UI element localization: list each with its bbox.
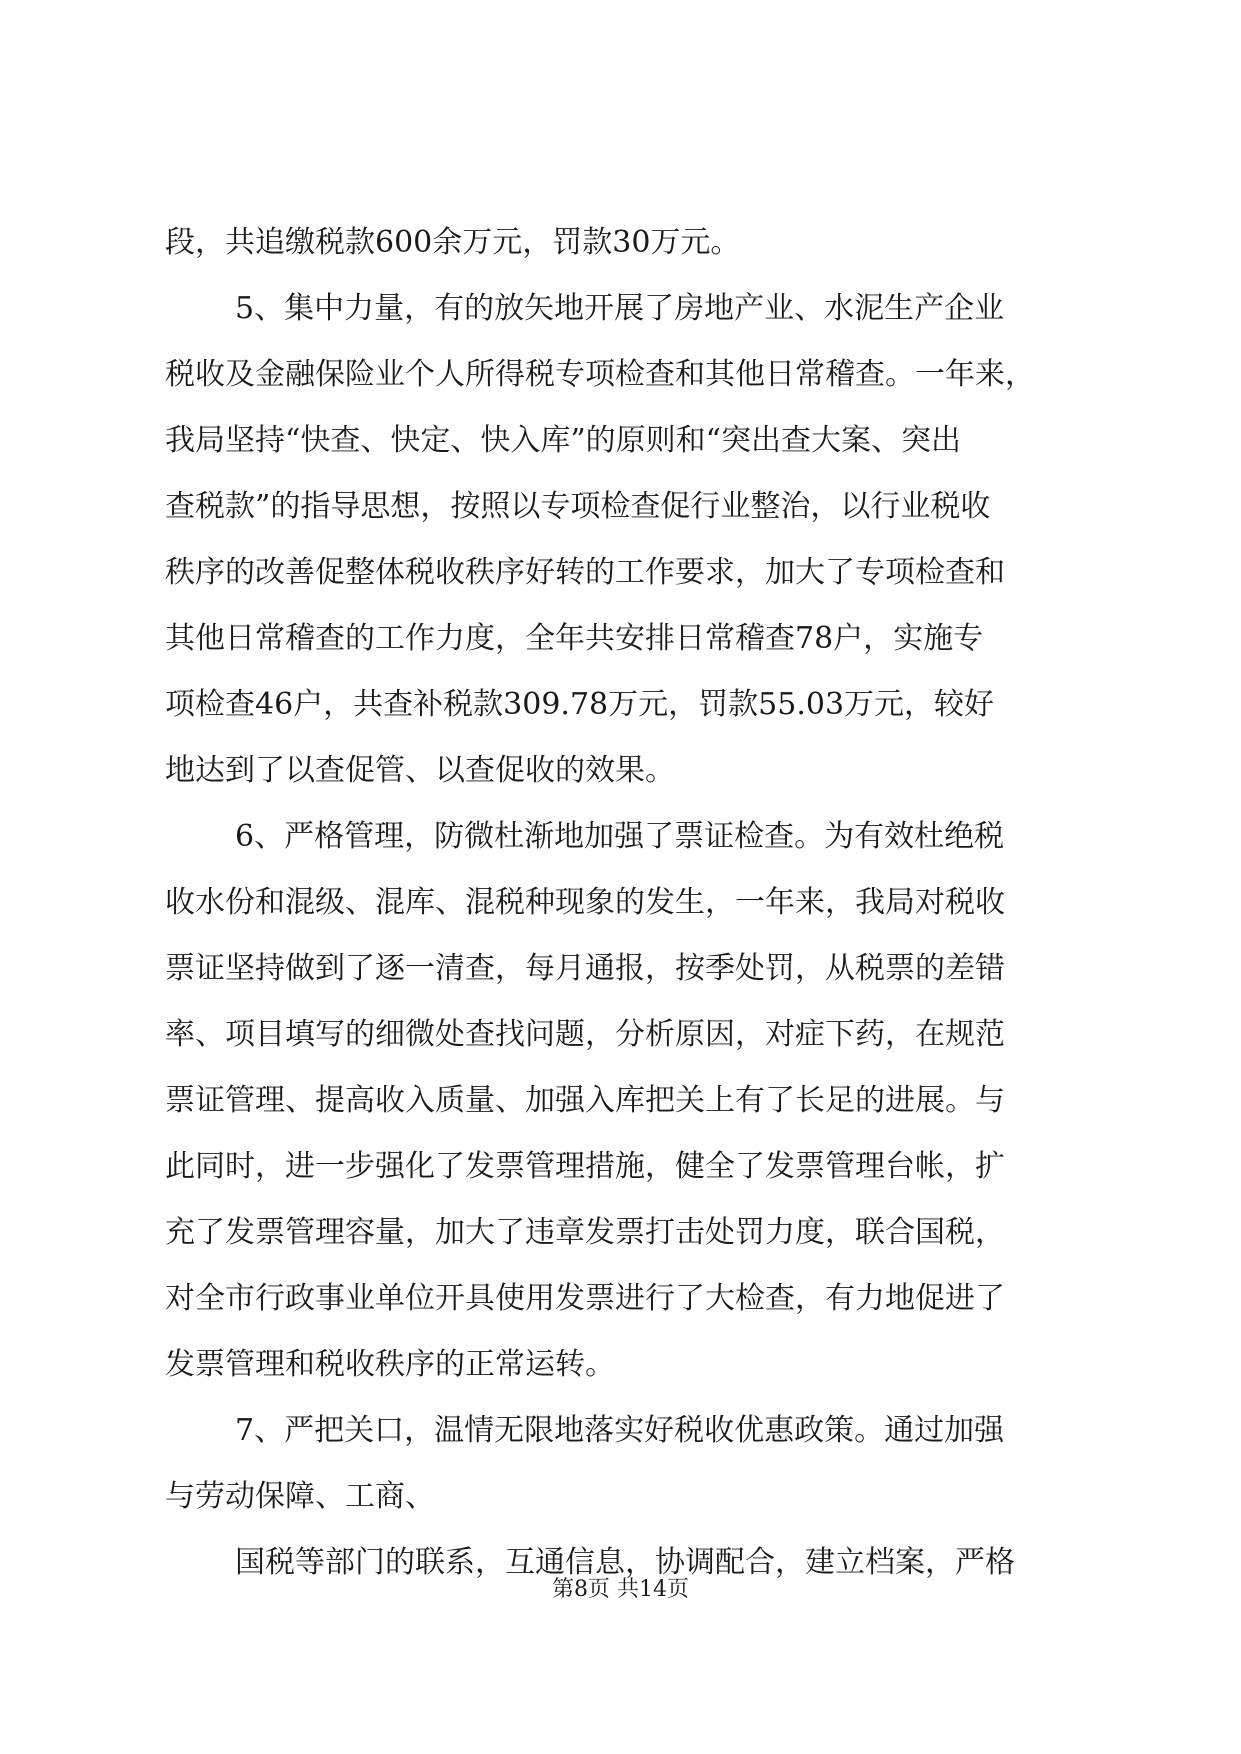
text-line: 其他日常稽查的工作力度，全年共安排日常稽查78户，实施专 bbox=[165, 621, 984, 656]
text-line: 率、项目填写的细微处查找问题，分析原因，对症下药，在规范 bbox=[165, 1017, 1005, 1052]
page-footer bbox=[0, 1572, 1241, 1603]
text-line: 税收及金融保险业个人所得税专项检查和其他日常稽查。一年来， bbox=[165, 357, 1035, 392]
text-line: 票证管理、提高收入质量、加强入库把关上有了长足的进展。与 bbox=[165, 1083, 1005, 1118]
text-line: 5、集中力量，有的放矢地开展了房地产业、水泥生产企业 bbox=[235, 291, 1005, 326]
text-line: 段，共追缴税款600余万元，罚款30万元。 bbox=[165, 225, 741, 260]
text-line: 与劳动保障、工商、 bbox=[165, 1479, 435, 1514]
text-line: 地达到了以查促管、以查促收的效果。 bbox=[165, 753, 675, 788]
text-line: 6、严格管理，防微杜渐地加强了票证检查。为有效杜绝税 bbox=[235, 819, 1005, 854]
text-line: 我局坚持“快查、快定、快入库”的原则和“突出查大案、突出 bbox=[165, 423, 962, 458]
text-line: 对全市行政事业单位开具使用发票进行了大检查，有力地促进了 bbox=[165, 1281, 1005, 1316]
text-line: 国税等部门的联系，互通信息，协调配合，建立档案，严格 bbox=[235, 1545, 1015, 1580]
body-text bbox=[165, 210, 1125, 1596]
text-line: 此同时，进一步强化了发票管理措施，健全了发票管理台帐，扩 bbox=[165, 1149, 1005, 1184]
text-line: 7、严把关口，温情无限地落实好税收优惠政策。通过加强 bbox=[235, 1413, 1005, 1448]
text-line: 查税款”的指导思想，按照以专项检查促行业整治，以行业税收 bbox=[165, 489, 991, 524]
text-line: 发票管理和税收秩序的正常运转。 bbox=[165, 1347, 615, 1382]
text-line: 项检查46户，共查补税款309.78万元，罚款55.03万元，较好 bbox=[165, 687, 995, 722]
text-line: 秩序的改善促整体税收秩序好转的工作要求，加大了专项检查和 bbox=[165, 555, 1005, 590]
text-line: 收水份和混级、混库、混税种现象的发生，一年来，我局对税收 bbox=[165, 885, 1005, 920]
text-line: 充了发票管理容量，加大了违章发票打击处罚力度，联合国税， bbox=[165, 1215, 1005, 1250]
page-number-label: 第8页 共14页 bbox=[552, 1577, 689, 1602]
text-line: 票证坚持做到了逐一清查，每月通报，按季处罚，从税票的差错 bbox=[165, 951, 1005, 986]
